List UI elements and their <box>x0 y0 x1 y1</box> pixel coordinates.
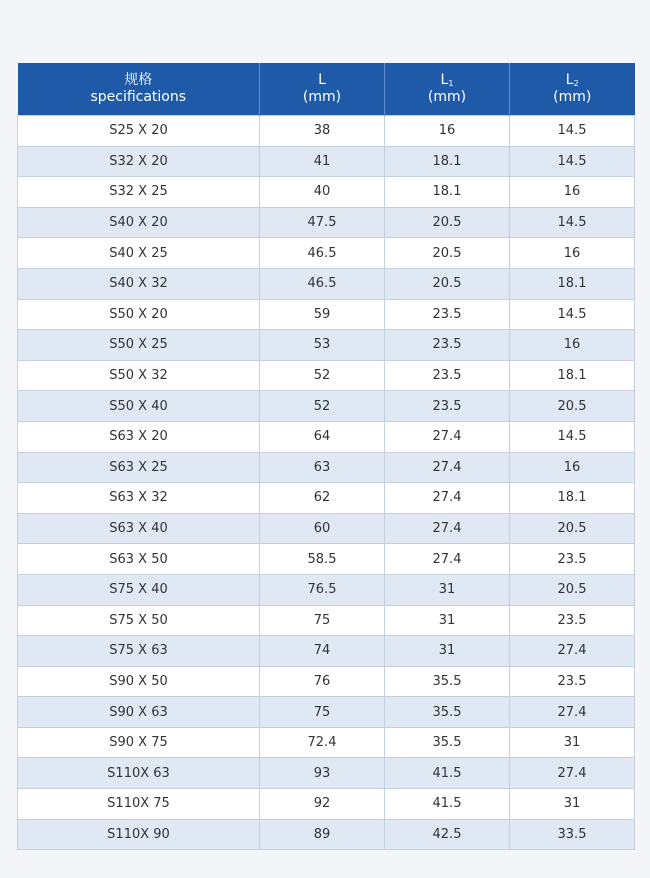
table-row <box>18 605 635 636</box>
table-row <box>18 666 635 697</box>
table-row <box>18 789 635 820</box>
cell-l2: 23.5 <box>510 666 635 697</box>
cell-l2: 14.5 <box>510 146 635 177</box>
cell-spec: S40 X 32 <box>18 268 260 299</box>
cell-spec: S110X 75 <box>18 789 260 820</box>
cell-l1: 42.5 <box>385 819 510 850</box>
cell-l2: 18.1 <box>510 483 635 514</box>
cell-l2: 20.5 <box>510 513 635 544</box>
cell-spec: S90 X 75 <box>18 727 260 758</box>
cell-l1: 20.5 <box>385 268 510 299</box>
table-body <box>18 116 635 850</box>
cell-l2: 18.1 <box>510 268 635 299</box>
cell-l: 60 <box>260 513 385 544</box>
cell-spec: S50 X 32 <box>18 360 260 391</box>
cell-l1: 31 <box>385 636 510 667</box>
table-row <box>18 268 635 299</box>
cell-l1: 27.4 <box>385 452 510 483</box>
cell-spec: S75 X 63 <box>18 636 260 667</box>
cell-l2: 14.5 <box>510 299 635 330</box>
cell-l1: 20.5 <box>385 207 510 238</box>
cell-spec: S110X 90 <box>18 819 260 850</box>
cell-l: 92 <box>260 789 385 820</box>
cell-l1: 27.4 <box>385 544 510 575</box>
cell-spec: S63 X 50 <box>18 544 260 575</box>
table-header <box>18 63 635 116</box>
table-row <box>18 574 635 605</box>
table-row <box>18 207 635 238</box>
table-row <box>18 758 635 789</box>
cell-spec: S50 X 20 <box>18 299 260 330</box>
header-symbol: L <box>318 72 326 88</box>
cell-spec: S75 X 40 <box>18 574 260 605</box>
cell-l: 64 <box>260 421 385 452</box>
cell-l1: 31 <box>385 605 510 636</box>
table-row <box>18 299 635 330</box>
cell-l: 53 <box>260 330 385 361</box>
cell-l1: 41.5 <box>385 758 510 789</box>
cell-l1: 35.5 <box>385 727 510 758</box>
cell-l: 74 <box>260 636 385 667</box>
cell-spec: S63 X 25 <box>18 452 260 483</box>
header-label-en: specifications <box>90 89 187 105</box>
table-row <box>18 116 635 147</box>
cell-spec: S40 X 20 <box>18 207 260 238</box>
cell-l2: 23.5 <box>510 544 635 575</box>
cell-spec: S32 X 20 <box>18 146 260 177</box>
header-l1 <box>385 63 510 116</box>
spec-table <box>17 63 635 850</box>
cell-l: 46.5 <box>260 268 385 299</box>
cell-l: 40 <box>260 177 385 208</box>
table-row <box>18 421 635 452</box>
cell-l2: 31 <box>510 727 635 758</box>
cell-l1: 20.5 <box>385 238 510 269</box>
spec-table-container <box>17 63 634 850</box>
cell-spec: S110X 63 <box>18 758 260 789</box>
table-row <box>18 330 635 361</box>
cell-l1: 16 <box>385 116 510 147</box>
cell-l2: 16 <box>510 330 635 361</box>
cell-spec: S63 X 32 <box>18 483 260 514</box>
cell-l: 52 <box>260 391 385 422</box>
table-row <box>18 697 635 728</box>
cell-l2: 20.5 <box>510 391 635 422</box>
header-row <box>18 63 635 116</box>
header-specifications <box>18 63 260 116</box>
table-row <box>18 819 635 850</box>
cell-l1: 23.5 <box>385 360 510 391</box>
cell-l2: 14.5 <box>510 421 635 452</box>
cell-l2: 14.5 <box>510 116 635 147</box>
cell-l2: 18.1 <box>510 360 635 391</box>
header-subscript: 1 <box>448 79 454 88</box>
table-row <box>18 483 635 514</box>
cell-l2: 31 <box>510 789 635 820</box>
cell-l1: 35.5 <box>385 697 510 728</box>
cell-l2: 27.4 <box>510 758 635 789</box>
cell-l1: 23.5 <box>385 330 510 361</box>
cell-l1: 23.5 <box>385 391 510 422</box>
cell-spec: S90 X 50 <box>18 666 260 697</box>
cell-l2: 23.5 <box>510 605 635 636</box>
table-row <box>18 360 635 391</box>
cell-l1: 27.4 <box>385 513 510 544</box>
cell-l: 76 <box>260 666 385 697</box>
cell-spec: S40 X 25 <box>18 238 260 269</box>
table-row <box>18 146 635 177</box>
cell-spec: S75 X 50 <box>18 605 260 636</box>
cell-l: 52 <box>260 360 385 391</box>
cell-l2: 27.4 <box>510 636 635 667</box>
header-unit: (mm) <box>553 89 592 105</box>
cell-l: 76.5 <box>260 574 385 605</box>
cell-l: 63 <box>260 452 385 483</box>
cell-l: 47.5 <box>260 207 385 238</box>
cell-l2: 14.5 <box>510 207 635 238</box>
cell-l: 72.4 <box>260 727 385 758</box>
cell-spec: S63 X 20 <box>18 421 260 452</box>
cell-l2: 27.4 <box>510 697 635 728</box>
cell-spec: S90 X 63 <box>18 697 260 728</box>
cell-l: 62 <box>260 483 385 514</box>
table-row <box>18 727 635 758</box>
cell-spec: S50 X 25 <box>18 330 260 361</box>
cell-l: 41 <box>260 146 385 177</box>
header-symbol: L <box>565 72 574 88</box>
cell-l: 89 <box>260 819 385 850</box>
header-l <box>260 63 385 116</box>
cell-l: 58.5 <box>260 544 385 575</box>
cell-l2: 33.5 <box>510 819 635 850</box>
cell-l1: 27.4 <box>385 421 510 452</box>
header-unit: (mm) <box>302 89 342 105</box>
header-subscript: 2 <box>573 79 579 88</box>
table-row <box>18 544 635 575</box>
table-row <box>18 391 635 422</box>
cell-l: 46.5 <box>260 238 385 269</box>
header-unit: (mm) <box>427 89 467 105</box>
cell-l1: 18.1 <box>385 146 510 177</box>
cell-spec: S32 X 25 <box>18 177 260 208</box>
table-row <box>18 177 635 208</box>
cell-l: 59 <box>260 299 385 330</box>
cell-l: 93 <box>260 758 385 789</box>
cell-spec: S50 X 40 <box>18 391 260 422</box>
cell-l1: 18.1 <box>385 177 510 208</box>
cell-l1: 41.5 <box>385 789 510 820</box>
cell-l1: 27.4 <box>385 483 510 514</box>
header-symbol: L <box>440 72 449 88</box>
header-l2 <box>510 63 635 116</box>
cell-l2: 16 <box>510 177 635 208</box>
cell-l: 38 <box>260 116 385 147</box>
cell-l2: 20.5 <box>510 574 635 605</box>
header-label-cn: 规格 <box>124 72 153 88</box>
cell-spec: S63 X 40 <box>18 513 260 544</box>
cell-l: 75 <box>260 605 385 636</box>
cell-l1: 31 <box>385 574 510 605</box>
cell-l1: 35.5 <box>385 666 510 697</box>
table-row <box>18 636 635 667</box>
cell-l: 75 <box>260 697 385 728</box>
cell-spec: S25 X 20 <box>18 116 260 147</box>
cell-l2: 16 <box>510 238 635 269</box>
table-row <box>18 238 635 269</box>
cell-l1: 23.5 <box>385 299 510 330</box>
cell-l2: 16 <box>510 452 635 483</box>
table-row <box>18 452 635 483</box>
table-row <box>18 513 635 544</box>
